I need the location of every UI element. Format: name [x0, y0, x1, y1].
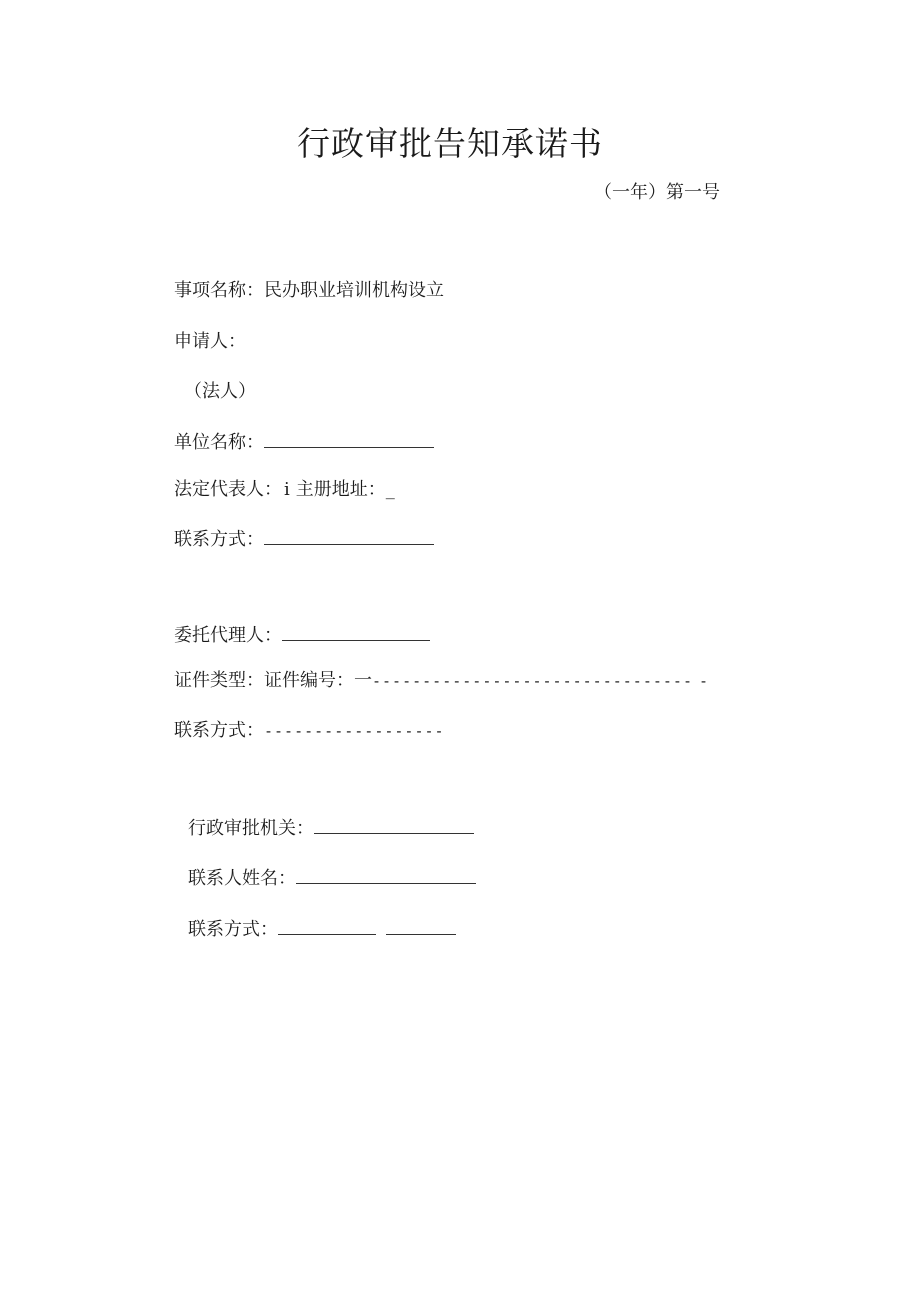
agent-contact-field[interactable]: ------------------ [264, 722, 445, 740]
legal-rep-row [174, 478, 395, 502]
unit-name-field[interactable] [264, 431, 434, 448]
applicant-contact-row [174, 528, 434, 552]
id-number-lead: 一 [354, 670, 372, 691]
authority-contact-field-1[interactable] [278, 918, 376, 935]
document-title: 行政审批告知承诺书 [297, 124, 603, 163]
address-field[interactable]: _ [385, 479, 395, 500]
item-name-value: 民办职业培训机构设立 [264, 280, 444, 301]
applicant-label: 申请人： [174, 331, 246, 352]
authority-contact-label: 联系方式： [188, 919, 278, 940]
id-row [174, 669, 709, 693]
id-number-label: 证件编号： [264, 670, 354, 691]
address-label: 主册地址： [295, 479, 386, 500]
agent-label: 委托代理人： [174, 625, 282, 646]
id-number-tail: - [698, 672, 710, 690]
contact-person-field[interactable] [296, 867, 476, 884]
contact-person-label: 联系人姓名： [188, 868, 296, 889]
legal-rep-label: 法定代表人： [174, 479, 282, 500]
contact-person-row [188, 867, 476, 891]
agent-field[interactable] [282, 624, 430, 641]
agent-row [174, 624, 430, 648]
authority-label: 行政审批机关： [188, 818, 314, 839]
legal-rep-field[interactable]: i [284, 479, 290, 500]
unit-name-row [174, 431, 434, 455]
applicant-contact-field[interactable] [264, 528, 434, 545]
item-name-row [174, 279, 444, 303]
agent-contact-row [174, 719, 445, 743]
id-number-field[interactable]: -------------------------------- [372, 672, 693, 690]
authority-contact-row [188, 918, 456, 942]
applicant-type: （法人） [184, 381, 256, 402]
authority-field[interactable] [314, 817, 474, 834]
id-type-label: 证件类型： [174, 670, 264, 691]
applicant-contact-label: 联系方式： [174, 529, 264, 550]
item-name-label: 事项名称： [174, 280, 264, 301]
authority-contact-field-2[interactable] [386, 918, 456, 935]
unit-name-label: 单位名称： [174, 432, 264, 453]
authority-row [188, 817, 474, 841]
document-number: （一年）第一号 [594, 182, 720, 203]
agent-contact-label: 联系方式： [174, 720, 264, 741]
